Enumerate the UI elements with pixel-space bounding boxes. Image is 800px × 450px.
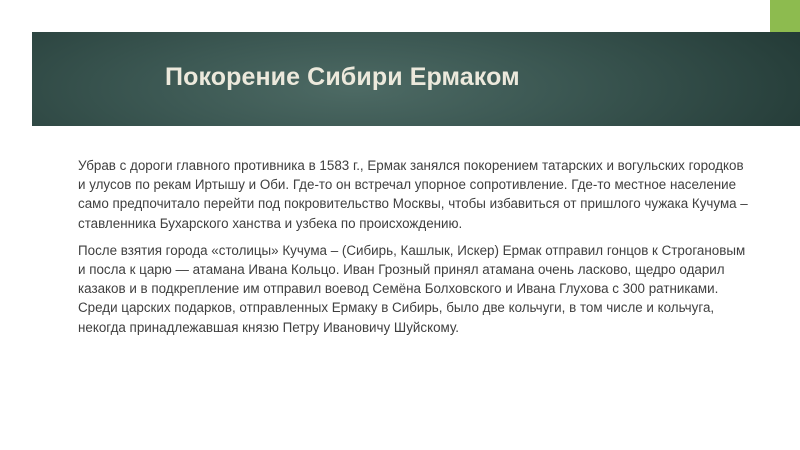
slide-body — [78, 156, 748, 345]
arrow-bullet-icon — [781, 17, 788, 27]
slide-title: Покорение Сибири Ермаком — [165, 63, 520, 91]
paragraph-2: После взятия города «столицы» Кучума – (Сибирь, Кашлык, Искер) Ермак отправил гонцов к Строгановым и посла к царю — атамана Ивана Кольцо. Иван Грозный принял атамана очень ласково, щедро одарил казаков и в подкрепление им отправил воевод Семёна Болховского и Ивана Глухова с 300 ратниками. Среди царских подарков, отправленных Ермаку в Сибирь, было две кольчуги, в том числе и кольчуга, некогда принадлежавшая князю Петру Ивановичу Шуйскому. — [78, 242, 746, 335]
accent-bar — [770, 0, 800, 32]
paragraph-1: Убрав с дороги главного противника в 1583 г., Ермак занялся покорением татарских и вогульских городков и улусов по рекам Иртышу и Оби. Где-то он встречал упорное сопротивление. Где-то местное население само предпочитало перейти под покровительство Москвы, чтобы избавиться от пришлого чужака Кучума – ставленника Бухарского ханства и узбека по происхождению. — [78, 158, 748, 231]
